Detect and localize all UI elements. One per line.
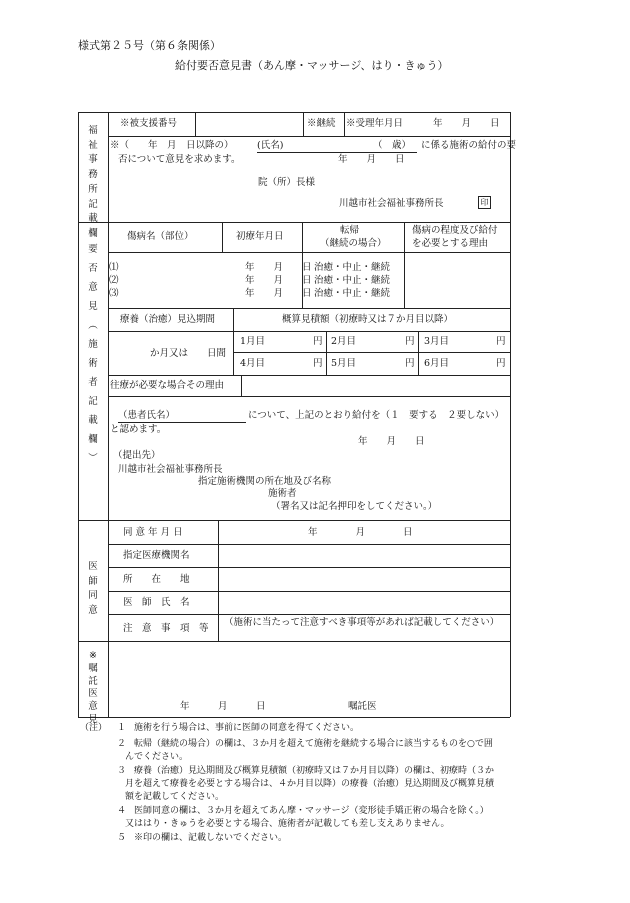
note-5-num: ５ <box>117 833 127 843</box>
row-number: ⑶ <box>109 288 119 299</box>
address-field[interactable] <box>219 568 509 590</box>
section-welfare-office-label: 福 祉 事 務 所 記 載 欄 <box>88 125 98 240</box>
submit-to-label: （提出先） <box>113 450 161 461</box>
section-commissioned-doctor-label: ※ 嘱 託 医 意 見 <box>88 650 98 726</box>
page-title: 給付要否意見書（あん摩・マッサージ、はり・きゅう） <box>175 59 449 72</box>
consent-date-value[interactable]: 年 月 日 <box>308 527 413 538</box>
request-prefix: ※（ 年 月 日以降の） <box>110 140 234 151</box>
commissioned-date[interactable]: 年 月 日 <box>180 701 266 712</box>
name-label: (氏名) <box>257 140 284 151</box>
note-4-line-1: 医師同意の欄は、３か月を超えてあん摩・マッサージ（変形徒手矯正術の場合を除く。） <box>134 806 489 816</box>
month-6-label: 6月目 <box>424 358 450 369</box>
home-visit-field[interactable] <box>242 376 509 395</box>
month-6-unit: 円 <box>496 358 506 369</box>
medical-institution-label: 指定医療機関名 <box>123 550 190 561</box>
note-3-line-3: 額を記載してください。 <box>125 792 225 802</box>
note-5-line-1: ※印の欄は、記載しないでください。 <box>134 833 288 843</box>
note-2-line-2: んでください。 <box>125 752 189 762</box>
month-5-unit: 円 <box>405 358 415 369</box>
row-number: ⑴ <box>109 262 119 273</box>
section-doctor-consent-label: 医 師 同 意 <box>88 561 98 617</box>
col-first-visit-header: 初療年月日 <box>236 231 284 242</box>
request-line2: 否について意見を求めます。 <box>118 154 241 165</box>
medical-institution-field[interactable] <box>219 545 509 566</box>
col-outcome-header-1: 転帰 <box>340 225 360 236</box>
col-reason-header-1: 傷病の程度及び給付 <box>412 225 498 236</box>
commissioned-doctor-label: 嘱託医 <box>348 701 377 712</box>
outcome-options[interactable]: 治癒・中止・継続 <box>314 275 391 286</box>
note-3-num: ３ <box>117 766 127 776</box>
opinion-text[interactable]: について、上記のとおり給付を（１ 要する ２要しない） <box>248 410 505 421</box>
notes-label: 注 意 事 項 等 <box>123 623 209 634</box>
commissioned-doctor-opinion-field[interactable] <box>109 642 509 696</box>
note-1-line-1: 施術を行う場合は、事前に医師の同意を得てください。 <box>134 723 360 733</box>
receipt-date-label: ※受理年月日 <box>346 118 404 129</box>
period-label: 療養（治癒）見込期間 <box>120 314 216 325</box>
issuer: 川越市社会福祉事務所長 <box>339 198 444 209</box>
request-suffix: に係る施術の給付の要 <box>421 140 517 151</box>
receipt-date-value[interactable]: 年 月 日 <box>433 118 500 129</box>
outcome-options[interactable]: 治癒・中止・継続 <box>314 288 391 299</box>
signature-note: （署名又は記名押印をしてください。） <box>271 501 438 512</box>
age-label: （ 歳） <box>373 140 412 151</box>
opinion-line2: と認めます。 <box>110 424 167 435</box>
consent-date-label: 同 意 年 月 日 <box>123 527 183 538</box>
form-number: 様式第２５号（第６条関係） <box>78 39 221 52</box>
home-visit-label: 往療が必要な場合その理由 <box>110 380 225 391</box>
month-3-label: 3月目 <box>424 336 450 347</box>
note-1-num: １ <box>117 723 127 733</box>
col-disease-header: 傷病名（部位） <box>127 231 194 242</box>
col-outcome-header-2: （継続の場合） <box>320 238 387 249</box>
continuation-label: ※継続 <box>307 118 336 129</box>
estimate-label: 概算見積額（初療時又は７か月目以降） <box>282 314 454 325</box>
month-4-unit: 円 <box>313 358 323 369</box>
first-visit-date: 年 月 日 <box>245 288 312 299</box>
col-reason-header-2: を必要とする理由 <box>412 238 489 249</box>
patient-name-field[interactable] <box>118 411 246 423</box>
addressee: 院（所）長様 <box>258 177 316 188</box>
patient-name-label: （患者氏名） <box>118 410 176 421</box>
period-value[interactable]: か月又は 日間 <box>150 348 227 359</box>
doctor-name-field[interactable] <box>219 592 509 613</box>
address-label: 所 在 地 <box>123 574 190 585</box>
note-4-num: ４ <box>117 806 127 816</box>
recipient-number-label: ※被支援番号 <box>120 118 178 129</box>
note-4-line-2: 又ははり・きゅうを必要とする場合、施術者が記載しても差し支えありません。 <box>125 819 450 829</box>
notes-value[interactable]: （施術に当たって注意すべき事項等があれば記載してください） <box>224 617 500 628</box>
outcome-options[interactable]: 治癒・中止・継続 <box>314 262 391 273</box>
month-2-label: 2月目 <box>331 336 357 347</box>
row-number: ⑵ <box>109 275 119 286</box>
first-visit-date: 年 月 日 <box>245 262 312 273</box>
notes-prefix: （注） <box>80 723 108 733</box>
submit-office: 川越市社会福祉事務所長 <box>118 464 223 475</box>
month-1-unit: 円 <box>313 336 323 347</box>
month-5-label: 5月目 <box>331 358 357 369</box>
doctor-name-label: 医 師 氏 名 <box>123 597 190 608</box>
month-1-label: 1月目 <box>240 336 266 347</box>
note-3-line-2: 月を超えて療養を必要とする場合は、４か月目以降）の療養（治癒）見込期間及び概算見積 <box>125 779 495 789</box>
opinion-date[interactable]: 年 月 日 <box>358 436 425 447</box>
name-field[interactable] <box>257 141 417 153</box>
facility-address-label: 指定施術機関の所在地及び名称 <box>198 476 332 487</box>
month-3-unit: 円 <box>496 336 506 347</box>
practitioner-label: 施術者 <box>268 488 297 499</box>
request-date[interactable]: 年 月 日 <box>338 154 405 165</box>
month-2-unit: 円 <box>405 336 415 347</box>
month-4-label: 4月目 <box>240 358 266 369</box>
seal-mark: 印 <box>478 196 491 209</box>
note-3-line-1: 療養（治癒）見込期間及び概算見積額（初療時又は７か月目以降）の欄は、初療時（３か <box>134 766 495 776</box>
first-visit-date: 年 月 日 <box>245 275 312 286</box>
recipient-number-field[interactable] <box>196 113 302 135</box>
section-opinion-label: 要 否 意 見 ︵ 施 術 者 記 載 欄 ︶ <box>88 244 98 464</box>
note-2-num: ２ <box>117 739 127 749</box>
note-2-line-1: 転帰（継続の場合）の欄は、３か月を超えて施術を継続する場合に該当するものを○で囲 <box>134 739 493 749</box>
